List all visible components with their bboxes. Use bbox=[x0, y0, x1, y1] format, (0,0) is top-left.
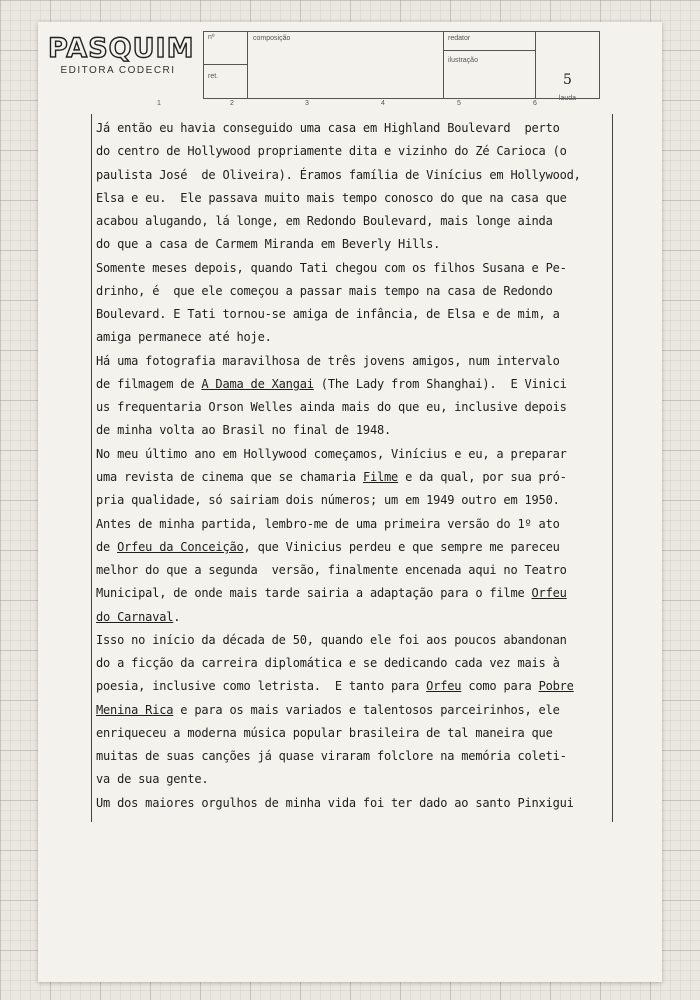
underlined-title: Orfeu bbox=[426, 679, 462, 694]
text-run: . bbox=[173, 609, 181, 624]
text-run: de filmagem de bbox=[96, 376, 202, 391]
field-number: nº bbox=[204, 32, 248, 65]
field-ret: ret. bbox=[204, 65, 248, 99]
text-run: No meu último ano em Hollywood começamos, Vinícius e eu, a preparar bbox=[96, 446, 567, 461]
text-line bbox=[96, 536, 616, 559]
page-number: 5 bbox=[563, 72, 572, 88]
text-run: Boulevard. E Tati tornou-se amiga de infância, de Elsa e de mim, a bbox=[96, 307, 560, 322]
logo-name: PASQUIM bbox=[48, 33, 195, 64]
ruler-mark: 6 bbox=[533, 100, 537, 107]
text-line bbox=[96, 466, 616, 489]
text-run: , que Vinicius perdeu e que sempre me pareceu bbox=[243, 539, 560, 554]
text-line bbox=[96, 373, 616, 396]
text-run: Um dos maiores orgulhos de minha vida foi ter dado ao santo Pinxigui bbox=[96, 795, 574, 810]
text-run: drinho, é que ele começou a passar mais tempo na casa de Redondo bbox=[96, 283, 553, 298]
ruler-mark: 3 bbox=[305, 100, 309, 107]
page-number-box bbox=[536, 32, 599, 102]
text-line bbox=[96, 768, 616, 791]
logo-subtitle: EDITORA CODECRI bbox=[60, 65, 176, 76]
text-line bbox=[96, 233, 616, 256]
text-line bbox=[96, 396, 616, 419]
text-run: va de sua gente. bbox=[96, 772, 209, 787]
text-line bbox=[96, 187, 616, 210]
text-line bbox=[96, 652, 616, 675]
text-line bbox=[96, 513, 616, 536]
text-run: Isso no início da década de 50, quando ele foi aos poucos abandonan bbox=[96, 632, 567, 647]
text-line bbox=[96, 164, 616, 187]
lauda-label: lauda bbox=[558, 95, 577, 102]
underlined-title: Orfeu bbox=[531, 586, 567, 601]
text-line bbox=[96, 629, 616, 652]
column-ruler bbox=[0, 100, 700, 112]
field-composicao: composição bbox=[248, 32, 444, 99]
text-run: do centro de Hollywood propriamente dita e vizinho do Zé Carioca (o bbox=[96, 144, 567, 159]
underlined-title: Orfeu da Conceição bbox=[117, 539, 244, 554]
pasquim-logo bbox=[48, 33, 195, 76]
text-run: melhor do que a segunda versão, finalmente encenada aqui no Teatro bbox=[96, 563, 567, 578]
text-line bbox=[96, 606, 616, 629]
text-run: paulista José de Oliveira). Éramos família de Vinícius em Hollywood, bbox=[96, 167, 581, 182]
text-line bbox=[96, 257, 616, 280]
underlined-title: Menina Rica bbox=[96, 702, 174, 717]
text-line bbox=[96, 792, 616, 815]
text-line bbox=[96, 350, 616, 373]
text-run: acabou alugando, lá longe, em Redondo Boulevard, mais longe ainda bbox=[96, 214, 553, 229]
text-line bbox=[96, 489, 616, 512]
text-line bbox=[96, 559, 616, 582]
header-form-table bbox=[203, 31, 600, 102]
text-run: de bbox=[96, 539, 118, 554]
text-run: Municipal, de onde mais tarde sairia a adaptação para o filme bbox=[96, 586, 532, 601]
text-run: muitas de suas canções já quase viraram folclore na memória coleti- bbox=[96, 749, 567, 764]
underlined-title: do Carnaval bbox=[96, 609, 174, 624]
underlined-title: A Dama de Xangai bbox=[201, 376, 314, 391]
underlined-title: Filme bbox=[362, 469, 399, 484]
text-line bbox=[96, 117, 616, 140]
ruler-mark: 5 bbox=[457, 100, 461, 107]
text-run: amiga permanece até hoje. bbox=[96, 330, 272, 345]
text-line bbox=[96, 675, 616, 698]
text-run: Elsa e eu. Ele passava muito mais tempo conosco do que na casa que bbox=[96, 190, 567, 205]
text-run: Somente meses depois, quando Tati chegou com os filhos Susana e Pe- bbox=[96, 260, 567, 275]
text-line bbox=[96, 210, 616, 233]
text-run: pria qualidade, só sairiam dois números; um em 1949 outro em 1950. bbox=[96, 493, 560, 508]
text-run: uma revista de cinema que se chamaria bbox=[96, 469, 363, 484]
text-run: e da qual, por sua pró- bbox=[398, 469, 567, 484]
ruler-mark: 1 bbox=[157, 100, 161, 107]
text-line bbox=[96, 722, 616, 745]
field-redator: redator bbox=[444, 32, 536, 51]
text-run: Já então eu havia conseguido uma casa em Highland Boulevard perto bbox=[96, 121, 560, 135]
text-line bbox=[96, 443, 616, 466]
text-run: poesia, inclusive como letrista. E tanto para bbox=[96, 679, 427, 694]
text-line bbox=[96, 745, 616, 768]
text-run: do a ficção da carreira diplomática e se dedicando cada vez mais à bbox=[96, 656, 560, 671]
ruler-mark: 4 bbox=[381, 100, 385, 107]
text-line bbox=[96, 326, 616, 349]
typewritten-body bbox=[96, 117, 616, 815]
underlined-title: Pobre bbox=[538, 679, 574, 694]
ruler-mark: 2 bbox=[230, 100, 234, 107]
text-line bbox=[96, 303, 616, 326]
text-line bbox=[96, 582, 616, 605]
text-line bbox=[96, 280, 616, 303]
field-ilustracao: ilustração bbox=[444, 51, 536, 99]
text-run: enriqueceu a moderna música popular brasileira de tal maneira que bbox=[96, 725, 553, 740]
text-line bbox=[96, 419, 616, 442]
text-run: us frequentaria Orson Welles ainda mais do que eu, inclusive depois bbox=[96, 400, 567, 415]
text-run: como para bbox=[461, 679, 539, 694]
text-run: Há uma fotografia maravilhosa de três jovens amigos, num intervalo bbox=[96, 353, 560, 368]
text-run: (The Lady from Shanghai). E Vinici bbox=[313, 376, 567, 391]
text-run: do que a casa de Carmem Miranda em Beverly Hills. bbox=[96, 237, 441, 252]
text-line bbox=[96, 699, 616, 722]
text-run: de minha volta ao Brasil no final de 1948. bbox=[96, 423, 392, 438]
text-run: Antes de minha partida, lembro-me de uma primeira versão do 1º ato bbox=[96, 516, 560, 531]
text-line bbox=[96, 140, 616, 163]
text-run: e para os mais variados e talentosos parceirinhos, ele bbox=[173, 702, 560, 717]
